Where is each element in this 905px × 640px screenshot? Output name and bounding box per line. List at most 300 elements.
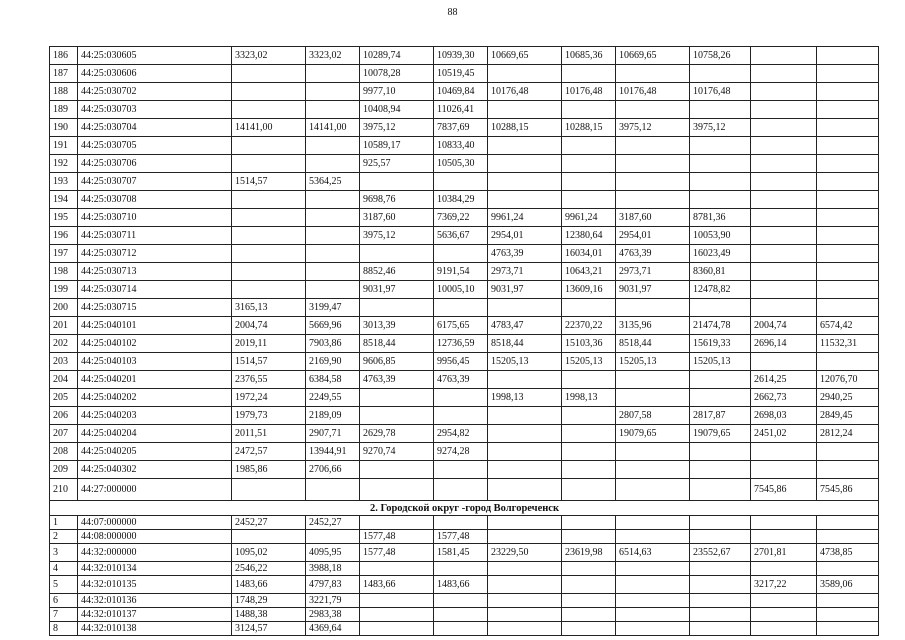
value-cell bbox=[817, 530, 879, 544]
value-cell bbox=[616, 576, 690, 594]
value-cell: 3165,13 bbox=[232, 299, 306, 317]
value-cell: 2954,01 bbox=[488, 227, 562, 245]
cadastral-code: 44:25:040201 bbox=[78, 371, 232, 389]
value-cell: 3187,60 bbox=[616, 209, 690, 227]
value-cell bbox=[817, 622, 879, 636]
value-cell: 2954,01 bbox=[616, 227, 690, 245]
value-cell: 1483,66 bbox=[360, 576, 434, 594]
row-number: 192 bbox=[50, 155, 78, 173]
value-cell: 1998,13 bbox=[488, 389, 562, 407]
value-cell: 10176,48 bbox=[488, 83, 562, 101]
value-cell: 3187,60 bbox=[360, 209, 434, 227]
cadastral-code: 44:25:040103 bbox=[78, 353, 232, 371]
cadastral-code: 44:25:040204 bbox=[78, 425, 232, 443]
cadastral-code: 44:25:030708 bbox=[78, 191, 232, 209]
value-cell bbox=[616, 299, 690, 317]
value-cell: 3323,02 bbox=[306, 47, 360, 65]
value-cell: 2940,25 bbox=[817, 389, 879, 407]
value-cell bbox=[751, 594, 817, 608]
value-cell: 15619,33 bbox=[690, 335, 751, 353]
value-cell bbox=[434, 461, 488, 479]
value-cell bbox=[232, 65, 306, 83]
value-cell: 8518,44 bbox=[488, 335, 562, 353]
value-cell: 3975,12 bbox=[690, 119, 751, 137]
value-cell: 7903,86 bbox=[306, 335, 360, 353]
value-cell bbox=[360, 594, 434, 608]
cadastral-code: 44:25:040205 bbox=[78, 443, 232, 461]
value-cell: 3975,12 bbox=[360, 227, 434, 245]
value-cell bbox=[306, 191, 360, 209]
value-cell bbox=[751, 101, 817, 119]
table-row bbox=[50, 263, 879, 281]
row-number: 8 bbox=[50, 622, 78, 636]
value-cell: 19079,65 bbox=[616, 425, 690, 443]
row-number: 205 bbox=[50, 389, 78, 407]
value-cell bbox=[562, 530, 616, 544]
value-cell bbox=[306, 101, 360, 119]
row-number: 198 bbox=[50, 263, 78, 281]
row-number: 204 bbox=[50, 371, 78, 389]
cadastral-code: 44:25:040202 bbox=[78, 389, 232, 407]
value-cell bbox=[562, 425, 616, 443]
value-cell: 10078,28 bbox=[360, 65, 434, 83]
value-cell: 2698,03 bbox=[751, 407, 817, 425]
value-cell bbox=[817, 119, 879, 137]
value-cell: 10288,15 bbox=[562, 119, 616, 137]
value-cell bbox=[817, 191, 879, 209]
value-cell: 2011,51 bbox=[232, 425, 306, 443]
page-number: 88 bbox=[447, 7, 458, 18]
value-cell: 2452,27 bbox=[306, 516, 360, 530]
value-cell bbox=[360, 389, 434, 407]
table-row bbox=[50, 281, 879, 299]
value-cell bbox=[690, 389, 751, 407]
value-cell: 2807,58 bbox=[616, 407, 690, 425]
value-cell: 6384,58 bbox=[306, 371, 360, 389]
value-cell bbox=[562, 516, 616, 530]
row-number: 190 bbox=[50, 119, 78, 137]
value-cell: 6574,42 bbox=[817, 317, 879, 335]
value-cell bbox=[488, 407, 562, 425]
value-cell: 7545,86 bbox=[751, 479, 817, 501]
value-cell bbox=[751, 65, 817, 83]
value-cell: 2629,78 bbox=[360, 425, 434, 443]
value-cell: 6175,65 bbox=[434, 317, 488, 335]
table-row bbox=[50, 65, 879, 83]
value-cell: 4763,39 bbox=[616, 245, 690, 263]
value-cell: 1488,38 bbox=[232, 608, 306, 622]
value-cell bbox=[306, 281, 360, 299]
value-cell bbox=[817, 353, 879, 371]
value-cell bbox=[306, 209, 360, 227]
value-cell bbox=[616, 137, 690, 155]
value-cell: 10289,74 bbox=[360, 47, 434, 65]
value-cell: 10505,30 bbox=[434, 155, 488, 173]
value-cell: 9961,24 bbox=[562, 209, 616, 227]
table-row bbox=[50, 594, 879, 608]
value-cell: 10384,29 bbox=[434, 191, 488, 209]
value-cell bbox=[232, 245, 306, 263]
value-cell: 3217,22 bbox=[751, 576, 817, 594]
row-number: 2 bbox=[50, 530, 78, 544]
value-cell: 1483,66 bbox=[232, 576, 306, 594]
value-cell bbox=[690, 622, 751, 636]
value-cell: 2189,09 bbox=[306, 407, 360, 425]
value-cell bbox=[306, 227, 360, 245]
table-row bbox=[50, 191, 879, 209]
value-cell: 10643,21 bbox=[562, 263, 616, 281]
value-cell bbox=[616, 594, 690, 608]
value-cell bbox=[616, 443, 690, 461]
value-cell bbox=[751, 227, 817, 245]
value-cell: 4095,95 bbox=[306, 544, 360, 562]
cadastral-code: 44:32:010138 bbox=[78, 622, 232, 636]
value-cell: 9031,97 bbox=[360, 281, 434, 299]
cadastral-code: 44:32:010135 bbox=[78, 576, 232, 594]
row-number: 191 bbox=[50, 137, 78, 155]
table-row bbox=[50, 544, 879, 562]
value-cell bbox=[616, 530, 690, 544]
value-cell bbox=[817, 594, 879, 608]
table-row bbox=[50, 461, 879, 479]
cadastral-code: 44:25:030714 bbox=[78, 281, 232, 299]
value-cell bbox=[232, 227, 306, 245]
value-cell: 15205,13 bbox=[690, 353, 751, 371]
cadastral-code: 44:25:040101 bbox=[78, 317, 232, 335]
value-cell bbox=[690, 101, 751, 119]
value-cell: 10053,90 bbox=[690, 227, 751, 245]
value-cell bbox=[488, 101, 562, 119]
row-number: 186 bbox=[50, 47, 78, 65]
value-cell bbox=[751, 299, 817, 317]
value-cell: 8518,44 bbox=[360, 335, 434, 353]
value-cell bbox=[306, 530, 360, 544]
value-cell bbox=[434, 608, 488, 622]
value-cell bbox=[562, 594, 616, 608]
value-cell: 15205,13 bbox=[562, 353, 616, 371]
value-cell: 10408,94 bbox=[360, 101, 434, 119]
value-cell: 4797,83 bbox=[306, 576, 360, 594]
value-cell bbox=[751, 608, 817, 622]
value-cell bbox=[690, 608, 751, 622]
value-cell bbox=[616, 65, 690, 83]
cadastral-code: 44:25:030710 bbox=[78, 209, 232, 227]
value-cell bbox=[306, 155, 360, 173]
value-cell bbox=[488, 443, 562, 461]
value-cell bbox=[751, 622, 817, 636]
value-cell: 2004,74 bbox=[751, 317, 817, 335]
value-cell: 925,57 bbox=[360, 155, 434, 173]
value-cell bbox=[434, 389, 488, 407]
value-cell: 16034,01 bbox=[562, 245, 616, 263]
row-number: 195 bbox=[50, 209, 78, 227]
value-cell bbox=[434, 407, 488, 425]
value-cell bbox=[434, 516, 488, 530]
value-cell bbox=[616, 608, 690, 622]
table-row bbox=[50, 425, 879, 443]
value-cell bbox=[690, 530, 751, 544]
value-cell bbox=[488, 137, 562, 155]
value-cell: 5364,25 bbox=[306, 173, 360, 191]
value-cell: 4783,47 bbox=[488, 317, 562, 335]
value-cell bbox=[751, 263, 817, 281]
value-cell: 2169,90 bbox=[306, 353, 360, 371]
row-number: 5 bbox=[50, 576, 78, 594]
value-cell: 9977,10 bbox=[360, 83, 434, 101]
value-cell: 10519,45 bbox=[434, 65, 488, 83]
row-number: 201 bbox=[50, 317, 78, 335]
value-cell bbox=[360, 299, 434, 317]
value-cell bbox=[562, 443, 616, 461]
value-cell: 12380,64 bbox=[562, 227, 616, 245]
value-cell bbox=[616, 371, 690, 389]
table-row bbox=[50, 317, 879, 335]
value-cell: 3323,02 bbox=[232, 47, 306, 65]
cadastral-code: 44:25:030605 bbox=[78, 47, 232, 65]
value-cell bbox=[360, 562, 434, 576]
value-cell: 2451,02 bbox=[751, 425, 817, 443]
cadastral-code: 44:25:030705 bbox=[78, 137, 232, 155]
value-cell bbox=[306, 263, 360, 281]
value-cell bbox=[817, 281, 879, 299]
value-cell bbox=[690, 443, 751, 461]
value-cell: 2812,24 bbox=[817, 425, 879, 443]
value-cell: 9606,85 bbox=[360, 353, 434, 371]
value-cell bbox=[232, 191, 306, 209]
value-cell bbox=[306, 65, 360, 83]
row-number: 197 bbox=[50, 245, 78, 263]
value-cell bbox=[488, 65, 562, 83]
value-cell: 12736,59 bbox=[434, 335, 488, 353]
row-number: 202 bbox=[50, 335, 78, 353]
value-cell bbox=[434, 173, 488, 191]
value-cell bbox=[232, 155, 306, 173]
value-cell: 2662,73 bbox=[751, 389, 817, 407]
cadastral-code: 44:25:030715 bbox=[78, 299, 232, 317]
value-cell bbox=[562, 479, 616, 501]
value-cell bbox=[434, 245, 488, 263]
value-cell: 2973,71 bbox=[616, 263, 690, 281]
value-cell bbox=[306, 479, 360, 501]
value-cell bbox=[817, 101, 879, 119]
row-number: 199 bbox=[50, 281, 78, 299]
value-cell: 5669,96 bbox=[306, 317, 360, 335]
value-cell bbox=[690, 479, 751, 501]
value-cell bbox=[562, 622, 616, 636]
value-cell bbox=[562, 407, 616, 425]
value-cell bbox=[306, 137, 360, 155]
row-number: 208 bbox=[50, 443, 78, 461]
table-row bbox=[50, 353, 879, 371]
value-cell bbox=[616, 101, 690, 119]
value-cell bbox=[488, 371, 562, 389]
value-cell: 7545,86 bbox=[817, 479, 879, 501]
value-cell: 7369,22 bbox=[434, 209, 488, 227]
value-cell bbox=[488, 608, 562, 622]
value-cell bbox=[616, 155, 690, 173]
cadastral-code: 44:25:030707 bbox=[78, 173, 232, 191]
value-cell: 14141,00 bbox=[306, 119, 360, 137]
value-cell bbox=[562, 65, 616, 83]
value-cell: 21474,78 bbox=[690, 317, 751, 335]
table-row bbox=[50, 101, 879, 119]
value-cell bbox=[616, 622, 690, 636]
value-cell: 4738,85 bbox=[817, 544, 879, 562]
table-row bbox=[50, 371, 879, 389]
value-cell: 23552,67 bbox=[690, 544, 751, 562]
cadastral-code: 44:32:010137 bbox=[78, 608, 232, 622]
value-cell bbox=[562, 608, 616, 622]
value-cell bbox=[817, 263, 879, 281]
value-cell bbox=[690, 173, 751, 191]
value-cell: 9961,24 bbox=[488, 209, 562, 227]
value-cell: 3135,96 bbox=[616, 317, 690, 335]
value-cell bbox=[488, 562, 562, 576]
value-cell: 10288,15 bbox=[488, 119, 562, 137]
table-row bbox=[50, 245, 879, 263]
value-cell: 23619,98 bbox=[562, 544, 616, 562]
value-cell: 15205,13 bbox=[488, 353, 562, 371]
value-cell: 2004,74 bbox=[232, 317, 306, 335]
value-cell bbox=[751, 281, 817, 299]
value-cell: 9031,97 bbox=[488, 281, 562, 299]
value-cell bbox=[360, 608, 434, 622]
value-cell bbox=[306, 245, 360, 263]
value-cell: 2614,25 bbox=[751, 371, 817, 389]
value-cell: 9191,54 bbox=[434, 263, 488, 281]
value-cell: 2706,66 bbox=[306, 461, 360, 479]
value-cell bbox=[232, 101, 306, 119]
cadastral-code: 44:25:030711 bbox=[78, 227, 232, 245]
value-cell bbox=[690, 65, 751, 83]
value-cell bbox=[488, 594, 562, 608]
value-cell: 3199,47 bbox=[306, 299, 360, 317]
row-number: 210 bbox=[50, 479, 78, 501]
value-cell: 3221,79 bbox=[306, 594, 360, 608]
value-cell bbox=[690, 594, 751, 608]
cadastral-code: 44:25:030706 bbox=[78, 155, 232, 173]
value-cell bbox=[616, 461, 690, 479]
value-cell bbox=[616, 479, 690, 501]
value-cell: 3013,39 bbox=[360, 317, 434, 335]
value-cell bbox=[817, 562, 879, 576]
section-title: 2. Городской округ -город Волгореченск bbox=[50, 501, 879, 516]
value-cell: 2849,45 bbox=[817, 407, 879, 425]
value-cell bbox=[488, 191, 562, 209]
value-cell: 3975,12 bbox=[360, 119, 434, 137]
table-row bbox=[50, 562, 879, 576]
row-number: 188 bbox=[50, 83, 78, 101]
cadastral-code: 44:25:040102 bbox=[78, 335, 232, 353]
value-cell bbox=[751, 155, 817, 173]
value-cell: 9956,45 bbox=[434, 353, 488, 371]
value-cell bbox=[690, 516, 751, 530]
value-cell bbox=[232, 530, 306, 544]
table-row bbox=[50, 173, 879, 191]
value-cell: 13944,91 bbox=[306, 443, 360, 461]
value-cell: 10833,40 bbox=[434, 137, 488, 155]
value-cell: 13609,16 bbox=[562, 281, 616, 299]
value-cell: 8852,46 bbox=[360, 263, 434, 281]
value-cell: 3988,18 bbox=[306, 562, 360, 576]
value-cell: 1514,57 bbox=[232, 173, 306, 191]
value-cell: 16023,49 bbox=[690, 245, 751, 263]
value-cell bbox=[562, 371, 616, 389]
cadastral-code: 44:25:030702 bbox=[78, 83, 232, 101]
value-cell bbox=[306, 83, 360, 101]
value-cell bbox=[360, 407, 434, 425]
value-cell bbox=[616, 562, 690, 576]
cadastral-code: 44:25:030712 bbox=[78, 245, 232, 263]
value-cell bbox=[616, 516, 690, 530]
value-cell: 12076,70 bbox=[817, 371, 879, 389]
value-cell bbox=[488, 622, 562, 636]
value-cell bbox=[562, 137, 616, 155]
value-cell bbox=[690, 461, 751, 479]
table-row bbox=[50, 209, 879, 227]
row-number: 209 bbox=[50, 461, 78, 479]
value-cell: 2472,57 bbox=[232, 443, 306, 461]
table-row bbox=[50, 389, 879, 407]
table-row bbox=[50, 119, 879, 137]
value-cell bbox=[562, 191, 616, 209]
value-cell: 23229,50 bbox=[488, 544, 562, 562]
value-cell bbox=[817, 227, 879, 245]
row-number: 1 bbox=[50, 516, 78, 530]
cadastral-code: 44:07:000000 bbox=[78, 516, 232, 530]
value-cell: 4763,39 bbox=[434, 371, 488, 389]
value-cell: 2696,14 bbox=[751, 335, 817, 353]
value-cell bbox=[751, 516, 817, 530]
value-cell bbox=[562, 155, 616, 173]
value-cell bbox=[817, 461, 879, 479]
table-row bbox=[50, 608, 879, 622]
table-body-part2 bbox=[50, 516, 879, 636]
cadastral-code: 44:25:030704 bbox=[78, 119, 232, 137]
value-cell: 1577,48 bbox=[434, 530, 488, 544]
table-row bbox=[50, 155, 879, 173]
cadastral-code: 44:25:030713 bbox=[78, 263, 232, 281]
value-cell bbox=[360, 479, 434, 501]
section-header-body bbox=[50, 501, 879, 516]
value-cell bbox=[488, 461, 562, 479]
value-cell bbox=[562, 576, 616, 594]
cadastral-code: 44:25:030703 bbox=[78, 101, 232, 119]
value-cell: 11532,31 bbox=[817, 335, 879, 353]
row-number: 4 bbox=[50, 562, 78, 576]
value-cell: 10669,65 bbox=[488, 47, 562, 65]
value-cell: 9270,74 bbox=[360, 443, 434, 461]
value-cell: 3124,57 bbox=[232, 622, 306, 636]
value-cell bbox=[360, 245, 434, 263]
table-row bbox=[50, 83, 879, 101]
value-cell: 2983,38 bbox=[306, 608, 360, 622]
value-cell bbox=[434, 299, 488, 317]
value-cell: 4763,39 bbox=[360, 371, 434, 389]
value-cell: 2907,71 bbox=[306, 425, 360, 443]
value-cell: 1972,24 bbox=[232, 389, 306, 407]
value-cell bbox=[817, 47, 879, 65]
value-cell bbox=[360, 461, 434, 479]
table-row bbox=[50, 530, 879, 544]
value-cell: 10758,26 bbox=[690, 47, 751, 65]
value-cell: 10176,48 bbox=[690, 83, 751, 101]
value-cell bbox=[751, 562, 817, 576]
value-cell bbox=[817, 299, 879, 317]
value-cell bbox=[562, 562, 616, 576]
value-cell bbox=[690, 299, 751, 317]
value-cell bbox=[690, 191, 751, 209]
